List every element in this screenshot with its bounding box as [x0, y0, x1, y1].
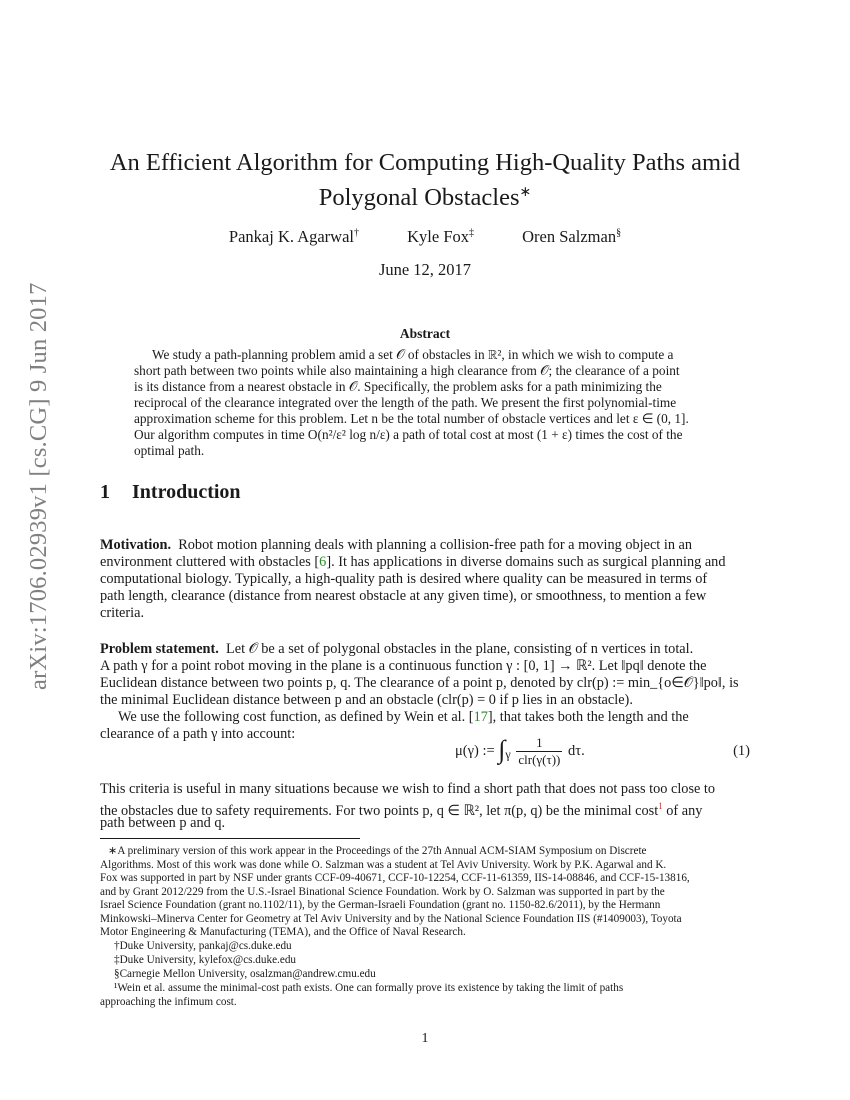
- page-number: 1: [421, 1031, 429, 1046]
- motivation-line: computational biology. Typically, a high-quality path is desired where quality can be measured in terms of: [100, 571, 708, 587]
- footnote-line: Israel Science Foundation (grant no.1102/11), by the German-Israeli Foundation (grant no. 1150-82.6/2011), by the Hermann: [100, 899, 661, 911]
- abstract-heading: Abstract: [399, 326, 451, 341]
- paper-date: June 12, 2017: [378, 260, 472, 279]
- footnote-affiliation: ‡Duke University, kylefox@cs.duke.edu: [114, 954, 297, 966]
- title-line-1: An Efficient Algorithm for Computing High-Quality Paths amid: [109, 149, 741, 176]
- paragraph-label: Problem statement.: [100, 641, 219, 657]
- body-line: the obstacles due to safety requirements. For two points p, q ∈ ℝ², let π(p, q) be the minimal cost$^1$ of any: [100, 801, 703, 819]
- abstract-line: We study a path-planning problem amid a set 𝒪 of obstacles in ℝ², in which we wish to compute a: [152, 347, 674, 362]
- footnote-line: Fox was supported in part by NSF under grants CCF-09-40671, CCF-10-12254, CCF-11-61359, IIS-14-08846, and CCF-15-13816,: [100, 872, 690, 884]
- problem-line: We use the following cost function, as defined by Wein et al. [17], that takes both the length and the: [118, 709, 689, 725]
- problem-line: A path γ for a point robot moving in the plane is a continuous function γ : [0, 1] → ℝ². Let ‖pq‖ denote the: [100, 658, 707, 674]
- fraction-denominator: clr(γ(τ)): [518, 752, 561, 767]
- citation-link[interactable]: 17: [473, 709, 488, 725]
- abstract-line: approximation scheme for this problem. Let n be the total number of obstacle vertices and let ε ∈ (0, 1].: [134, 411, 689, 426]
- integral-sign: ∫: [498, 734, 506, 764]
- author: Kyle Fox‡: [407, 227, 475, 246]
- footnote-line: ¹Wein et al. assume the minimal-cost path exists. One can formally prove its existence by taking the limit of paths: [114, 982, 624, 994]
- footnote-line: approaching the infimum cost.: [100, 996, 237, 1008]
- footnote-line: Minkowski–Minerva Center for Geometry at Tel Aviv University and by the National Science Foundation IIS (#1409003), Toyota: [100, 912, 682, 925]
- citation-link[interactable]: 6: [319, 554, 327, 570]
- footnote-affiliation: §Carnegie Mellon University, osalzman@andrew.cmu.edu: [114, 968, 376, 980]
- footnote-ref-link[interactable]: 1: [658, 801, 663, 811]
- abstract-line: Our algorithm computes in time O(n²/ε² log n/ε) a path of total cost at most (1 + ε) times the cost of the: [134, 427, 683, 442]
- section-heading: [100, 481, 241, 504]
- equation-differential: dτ.: [568, 742, 585, 759]
- equation-1: [100, 735, 750, 775]
- author: Oren Salzman§: [522, 227, 622, 246]
- body-line: This criteria is useful in many situations because we wish to find a short path that does not pass too close to: [100, 781, 716, 797]
- paper-title: [100, 148, 750, 213]
- integral-subscript: γ: [505, 747, 511, 762]
- author: Pankaj K. Agarwal†: [228, 227, 360, 246]
- paragraph-label: Motivation.: [100, 537, 172, 553]
- footnote-line: ∗A preliminary version of this work appear in the Proceedings of the 27th Annual ACM-SIAM Symposium on Discrete: [108, 845, 647, 857]
- problem-line: the minimal Euclidean distance between p and an obstacle (clr(p) = 0 if p lies in an obstacle).: [100, 692, 633, 708]
- arxiv-stamp: arXiv:1706.02939v1 [cs.CG] 9 Jun 2017: [25, 282, 52, 690]
- footnote-line: Motor Engineering & Manufacturing (TEMA), and the Office of Naval Research.: [100, 926, 466, 938]
- problem-line: clearance of a path γ into account:: [100, 726, 296, 742]
- abstract-line: is its distance from a nearest obstacle in 𝒪. Specifically, the problem asks for a path minimizing the: [134, 379, 662, 394]
- motivation-line: path length, clearance (distance from nearest obstacle at any given time), or smoothness, to mention a few: [100, 588, 707, 604]
- section-title: Introduction: [132, 481, 241, 503]
- equation-lhs: μ(γ) :=: [455, 742, 495, 759]
- equation-body: [455, 735, 585, 768]
- motivation-line: environment cluttered with obstacles [6]. It has applications in diverse domains such as surgical planning and: [100, 554, 726, 570]
- fraction-numerator: 1: [516, 735, 562, 752]
- footnote-affiliation: †Duke University, pankaj@cs.duke.edu: [114, 940, 292, 952]
- author-list: [100, 227, 750, 247]
- abstract-line: reciprocal of the clearance integrated over the length of the path. We present the first polynomial-time: [134, 395, 677, 410]
- motivation-line: criteria.: [100, 605, 145, 621]
- body-line: path between p and q.: [100, 815, 226, 831]
- title-footnote-mark: ∗: [519, 185, 532, 200]
- equation-number: (1): [733, 743, 750, 759]
- title-line-2: Polygonal Obstacles∗: [318, 184, 532, 212]
- motivation-line: Motivation. Robot motion planning deals with planning a collision-free path for a moving object in an: [100, 537, 693, 553]
- footnote-line: and by Grant 2012/229 from the U.S.-Israel Binational Science Foundation. Work by O. Salzman was supported in part by the: [100, 885, 665, 898]
- abstract-line: optimal path.: [134, 443, 205, 458]
- problem-line: Problem statement. Let 𝒪 be a set of polygonal obstacles in the plane, consisting of n vertices in total.: [100, 641, 694, 657]
- problem-line: Euclidean distance between two points p, q. The clearance of a point p, denoted by clr(p) := min_{o∈𝒪}‖po‖, is: [100, 675, 739, 691]
- footnote-line: Algorithms. Most of this work was done while O. Salzman was a student at Tel Aviv University. Work by P.K. Agarwal and K.: [100, 858, 667, 871]
- fraction: [516, 735, 562, 768]
- abstract-line: short path between two points while also maintaining a high clearance from 𝒪; the clearance of a point: [134, 363, 680, 378]
- section-number: 1: [100, 481, 110, 503]
- footnote-rule: [100, 838, 360, 839]
